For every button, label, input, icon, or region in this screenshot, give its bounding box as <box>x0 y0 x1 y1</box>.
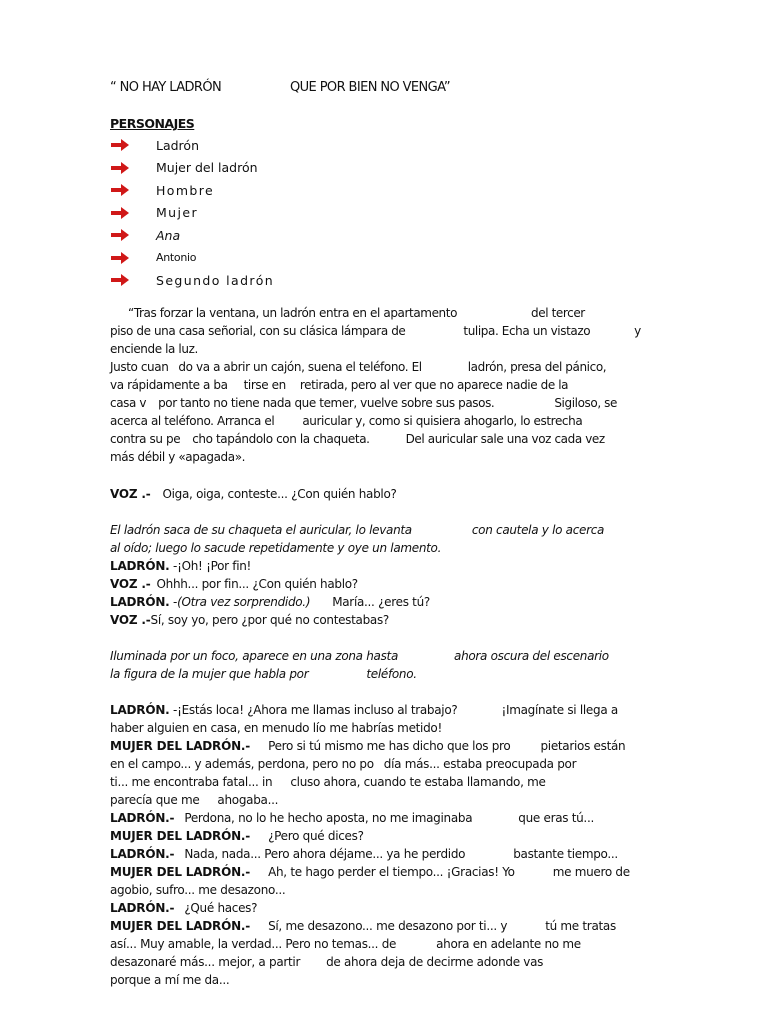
stage-direction <box>110 521 650 557</box>
text-segment: más débil y «apagada». <box>110 450 246 464</box>
text-segment: Sigiloso, se <box>554 396 617 410</box>
dialogue-line <box>110 827 650 845</box>
arrow-icon <box>110 206 130 220</box>
dialogue-text: así... Muy amable, la verdad... Pero no temas... de <box>110 937 397 951</box>
dialogue-text: bastante tiempo... <box>513 847 618 861</box>
text-segment: Justo cuan <box>110 360 169 374</box>
text-segment: ahora oscura del escenario <box>454 649 609 663</box>
dialogue-text: Pero si tú mismo me has dicho que los pro <box>268 739 511 753</box>
text-segment: tirse en <box>243 378 286 392</box>
dialogue-line <box>110 737 650 755</box>
dialogue-text: María... ¿eres tú? <box>332 595 430 609</box>
text-segment: acerca al teléfono. Arranca el <box>110 414 275 428</box>
dialogue-line <box>110 863 650 881</box>
dialogue-text: Perdona, no lo he hecho aposta, no me imaginaba <box>184 811 473 825</box>
dialogue-dash: - <box>169 559 178 573</box>
text-segment: teléfono. <box>366 667 417 681</box>
dialogue-line <box>110 719 650 737</box>
dialogue-text: desazonaré más... mejor, a partir <box>110 955 301 969</box>
text-segment: retirada, pero al ver que no aparece nadie de la <box>299 378 569 392</box>
dialogue-text: ¡Oh! ¡Por fin! <box>177 559 252 573</box>
dialogue-line <box>110 575 650 593</box>
dialogue-line <box>110 917 650 935</box>
dialogue-text: -¡Estás loca! ¿Ahora me llamas incluso al trabajo? <box>169 703 458 717</box>
dialogue-line <box>110 881 650 899</box>
character-name: Antonio <box>156 251 197 265</box>
text-segment: piso de una casa señorial, con su clásica lámpara de <box>110 324 406 338</box>
speaker-name: LADRÓN. <box>110 595 170 609</box>
text-segment: cho tapándolo con la chaqueta. <box>192 432 370 446</box>
character-item <box>110 202 274 225</box>
dialogue-line <box>110 971 650 989</box>
dialogue-text: ahogaba... <box>217 793 279 807</box>
dialogue-text: de ahora deja de decirme adonde vas <box>326 955 544 969</box>
dialogue-line <box>110 701 650 719</box>
character-item <box>110 179 274 202</box>
dialogue-text: día más... estaba preocupada por <box>383 757 577 771</box>
dialogue-line <box>110 593 650 611</box>
narration-line <box>110 358 640 376</box>
text-segment: El ladrón saca de su chaqueta el auricular, lo levanta <box>110 523 412 537</box>
dialogue-text: porque a mí me da... <box>110 973 230 987</box>
text-segment: por tanto no tiene nada que temer, vuelve sobre sus pasos. <box>158 396 495 410</box>
character-item <box>110 247 274 270</box>
dialogue-line <box>110 953 650 971</box>
dialogue-block <box>110 557 650 629</box>
dialogue-line <box>110 845 650 863</box>
dialogue-text: pietarios están <box>540 739 626 753</box>
dialogue-block <box>110 701 650 989</box>
arrow-icon <box>110 161 130 175</box>
character-name: Mujer del ladrón <box>156 160 258 176</box>
arrow-icon <box>110 183 130 197</box>
arrow-icon <box>110 251 130 265</box>
character-item <box>110 134 274 157</box>
character-name: Ladrón <box>156 137 199 153</box>
dialogue-text: cluso ahora, cuando te estaba llamando, me <box>290 775 546 789</box>
speaker-name: LADRÓN. <box>110 703 170 717</box>
dialogue-line <box>110 899 650 917</box>
title-part-2: QUE POR BIEN NO VENGA” <box>290 80 450 95</box>
text-segment: casa v <box>110 396 147 410</box>
dialogue-text: agobio, sufro... me desazono... <box>110 883 286 897</box>
character-name: Ana <box>156 227 181 243</box>
arrow-icon <box>110 273 130 287</box>
dialogue-line <box>110 611 650 629</box>
speaker-name: LADRÓN.- <box>110 901 175 915</box>
text-segment: Del auricular sale una voz cada vez <box>405 432 605 446</box>
speaker-name: MUJER DEL LADRÓN.- <box>110 739 251 753</box>
dialogue-line <box>110 557 650 575</box>
narration-line <box>110 340 640 358</box>
characters-heading: PERSONAJES <box>110 116 195 131</box>
narration-block <box>110 304 640 466</box>
narration-line <box>110 304 640 322</box>
dialogue-line <box>110 935 650 953</box>
dialogue-text: Sí, soy yo, pero ¿por qué no contestabas? <box>150 613 389 627</box>
arrow-icon <box>110 228 130 242</box>
text-segment: ladrón, presa del pánico, <box>467 360 607 374</box>
text-segment: auricular y, como si quisiera ahogarlo, lo estrecha <box>302 414 583 428</box>
text-segment: al oído; luego lo sacude repetidamente y oye un lamento. <box>110 541 442 555</box>
speaker-name: MUJER DEL LADRÓN.- <box>110 919 251 933</box>
speaker-name: VOZ .- <box>110 487 151 501</box>
arrow-icon <box>110 138 130 152</box>
text-segment: con cautela y lo acerca <box>471 523 605 537</box>
title-part-1: “ NO HAY LADRÓN <box>110 80 222 95</box>
dialogue-text: Oiga, oiga, conteste... ¿Con quién hablo? <box>162 487 397 501</box>
text-segment: Iluminada por un foco, aparece en una zona hasta <box>110 649 399 663</box>
text-segment: del tercer <box>531 306 585 320</box>
dialogue-text: que eras tú... <box>518 811 594 825</box>
text-segment: enciende la luz. <box>110 342 198 356</box>
play-title <box>110 80 450 95</box>
dialogue-text: tú me tratas <box>545 919 616 933</box>
dialogue-text: parecía que me <box>110 793 200 807</box>
dialogue-line <box>110 755 650 773</box>
character-name: Segundo ladrón <box>156 272 275 288</box>
stage-direction <box>110 647 650 683</box>
speaker-name: MUJER DEL LADRÓN.- <box>110 865 251 879</box>
dialogue-text: Sí, me desazono... me desazono por ti... y <box>268 919 508 933</box>
dialogue-line <box>110 485 650 503</box>
dialogue-text: Nada, nada... Pero ahora déjame... ya he perdido <box>184 847 466 861</box>
speaker-name: LADRÓN.- <box>110 811 175 825</box>
characters-list <box>110 134 274 292</box>
narration-line <box>110 448 640 466</box>
dialogue-text: Ohhh... por fin... ¿Con quién hablo? <box>156 577 358 591</box>
dialogue-text: me muero de <box>552 865 630 879</box>
text-segment: y <box>634 324 641 338</box>
dialogue-text: ti... me encontraba fatal... in <box>110 775 273 789</box>
speaker-name: LADRÓN. <box>110 559 170 573</box>
narration-line <box>110 430 640 448</box>
narration-line <box>110 322 640 340</box>
dialogue-line <box>110 773 650 791</box>
dialogue-text: ¿Qué haces? <box>184 901 258 915</box>
dialogue-line <box>110 809 650 827</box>
dialogue-text: haber alguien en casa, en menudo lío me habrías metido! <box>110 721 442 735</box>
text-segment: “Tras forzar la ventana, un ladrón entra en el apartamento <box>128 306 458 320</box>
text-segment: contra su pe <box>110 432 181 446</box>
dialogue-text: ahora en adelante no me <box>436 937 581 951</box>
text-segment: va rápidamente a ba <box>110 378 228 392</box>
speaker-name: VOZ .- <box>110 577 151 591</box>
dialogue-dash: - <box>169 595 178 609</box>
dialogue-text: ¡Imagínate si llega a <box>501 703 618 717</box>
narration-line <box>110 376 640 394</box>
speaker-name: LADRÓN.- <box>110 847 175 861</box>
text-segment: tulipa. Echa un vistazo <box>463 324 591 338</box>
dialogue-text: en el campo... y además, perdona, pero no po <box>110 757 374 771</box>
character-name: Mujer <box>156 205 199 221</box>
dialogue-text: Ah, te hago perder el tiempo... ¡Gracias! Yo <box>268 865 515 879</box>
character-item <box>110 157 274 180</box>
dialogue-line <box>110 791 650 809</box>
text-segment: la figura de la mujer que habla por <box>110 667 309 681</box>
speaker-name: MUJER DEL LADRÓN.- <box>110 829 251 843</box>
narration-line <box>110 412 640 430</box>
character-item <box>110 269 274 292</box>
character-name: Hombre <box>156 182 215 198</box>
character-item <box>110 224 274 247</box>
dialogue-text: ¿Pero qué dices? <box>268 829 364 843</box>
narration-line <box>110 394 640 412</box>
stage-aside: (Otra vez sorprendido.) <box>177 595 311 609</box>
text-segment: do va a abrir un cajón, suena el teléfono. El <box>178 360 422 374</box>
speaker-name: VOZ .- <box>110 613 151 627</box>
